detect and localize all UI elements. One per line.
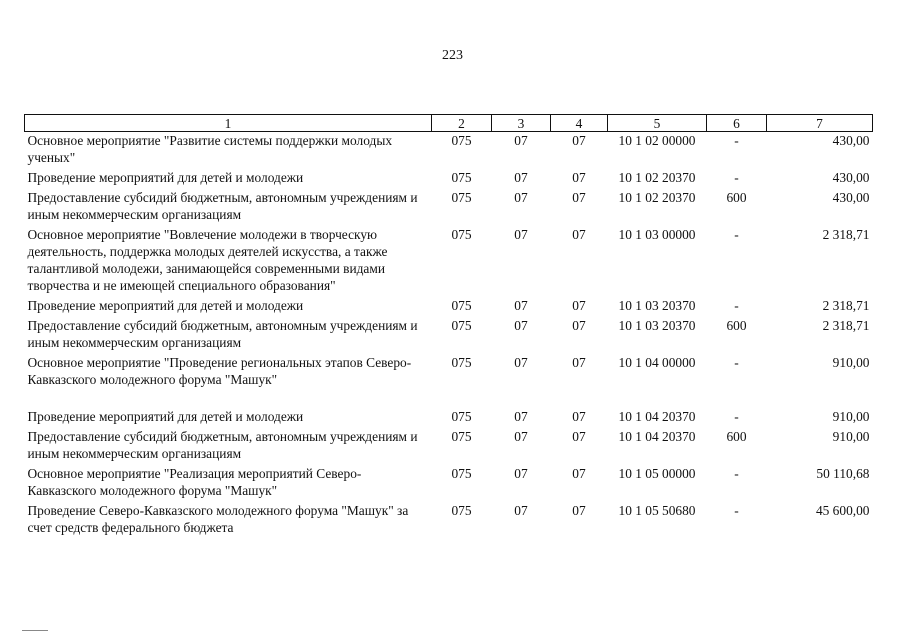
row-subsection: 07: [572, 355, 586, 370]
table-row: [25, 226, 873, 297]
row-name: Основное мероприятие "Реализация мероприятий Северо-Кавказского молодежного форума "Машук": [27, 466, 362, 498]
table-row: [25, 354, 873, 408]
row-subsection: 07: [572, 227, 586, 242]
row-name: Проведение мероприятий для детей и молодежи: [27, 298, 304, 313]
row-name: Основное мероприятие "Проведение региональных этапов Северо-Кавказского молодежного форума "Машук": [27, 355, 412, 387]
row-expense-type: -: [734, 298, 739, 313]
row-section: 07: [514, 298, 528, 313]
row-expense-type: 600: [726, 190, 747, 205]
row-name: Основное мероприятие "Вовлечение молодежи в творческую деятельность, поддержка молодых деятелей искусства, а также талантливой молодежи, занимающейся современными видами творчества и не имеющей специального образования": [27, 227, 388, 293]
row-code-admin: 075: [451, 227, 472, 242]
row-code-admin: 075: [451, 429, 472, 444]
row-section: 07: [514, 227, 528, 242]
row-expense-type: -: [734, 355, 739, 370]
row-amount: 910,00: [832, 355, 870, 370]
row-subsection: 07: [572, 318, 586, 333]
row-target-article: 10 1 03 20370: [618, 298, 696, 313]
row-name: Предоставление субсидий бюджетным, автономным учреждениям и иным некоммерческим организациям: [27, 190, 418, 222]
row-expense-type: -: [734, 227, 739, 242]
row-amount: 430,00: [832, 133, 870, 148]
row-code-admin: 075: [451, 190, 472, 205]
row-code-admin: 075: [451, 318, 472, 333]
row-subsection: 07: [572, 409, 586, 424]
table-row: [25, 132, 873, 170]
row-section: 07: [514, 318, 528, 333]
table-header: [25, 115, 873, 132]
table-row: [25, 428, 873, 465]
row-target-article: 10 1 02 20370: [618, 170, 696, 185]
row-section: 07: [514, 133, 528, 148]
row-expense-type: 600: [726, 429, 747, 444]
row-name: Предоставление субсидий бюджетным, автономным учреждениям и иным некоммерческим организациям: [27, 429, 418, 461]
row-target-article: 10 1 02 20370: [618, 190, 696, 205]
budget-table: [24, 114, 873, 539]
row-expense-type: -: [734, 503, 739, 518]
row-section: 07: [514, 429, 528, 444]
table-body: [25, 132, 873, 540]
row-section: 07: [514, 190, 528, 205]
row-name: Проведение мероприятий для детей и молодежи: [27, 170, 304, 185]
row-amount: 45 600,00: [815, 503, 870, 518]
table-row: [25, 408, 873, 428]
row-expense-type: -: [734, 466, 739, 481]
row-code-admin: 075: [451, 355, 472, 370]
row-subsection: 07: [572, 503, 586, 518]
header-col-2: 2: [432, 115, 492, 132]
row-amount: 2 318,71: [822, 227, 870, 242]
row-code-admin: 075: [451, 409, 472, 424]
row-target-article: 10 1 04 20370: [618, 429, 696, 444]
row-subsection: 07: [572, 466, 586, 481]
row-subsection: 07: [572, 298, 586, 313]
row-section: 07: [514, 409, 528, 424]
row-section: 07: [514, 466, 528, 481]
row-code-admin: 075: [451, 170, 472, 185]
row-amount: 910,00: [832, 409, 870, 424]
row-code-admin: 075: [451, 466, 472, 481]
row-amount: 2 318,71: [822, 318, 870, 333]
header-col-6: 6: [707, 115, 767, 132]
row-target-article: 10 1 03 00000: [618, 227, 696, 242]
row-expense-type: 600: [726, 318, 747, 333]
row-section: 07: [514, 170, 528, 185]
footer-rule: [22, 630, 48, 631]
row-expense-type: -: [734, 170, 739, 185]
row-amount: 910,00: [832, 429, 870, 444]
header-col-5: 5: [608, 115, 707, 132]
table-row: [25, 297, 873, 317]
row-name: Проведение мероприятий для детей и молодежи: [27, 409, 304, 424]
row-subsection: 07: [572, 170, 586, 185]
row-section: 07: [514, 503, 528, 518]
row-expense-type: -: [734, 409, 739, 424]
row-subsection: 07: [572, 133, 586, 148]
row-target-article: 10 1 03 20370: [618, 318, 696, 333]
row-code-admin: 075: [451, 133, 472, 148]
row-amount: 430,00: [832, 190, 870, 205]
row-target-article: 10 1 04 00000: [618, 355, 696, 370]
row-amount: 50 110,68: [816, 466, 870, 481]
header-col-4: 4: [551, 115, 608, 132]
row-subsection: 07: [572, 429, 586, 444]
table-row: [25, 317, 873, 354]
row-amount: 2 318,71: [822, 298, 870, 313]
row-target-article: 10 1 04 20370: [618, 409, 696, 424]
budget-table-container: [24, 114, 872, 539]
header-col-1: 1: [25, 115, 432, 132]
row-target-article: 10 1 05 00000: [618, 466, 696, 481]
header-row: [25, 115, 873, 132]
table-row: [25, 169, 873, 189]
row-expense-type: -: [734, 133, 739, 148]
header-col-3: 3: [492, 115, 551, 132]
row-name: Предоставление субсидий бюджетным, автономным учреждениям и иным некоммерческим организациям: [27, 318, 418, 350]
row-section: 07: [514, 355, 528, 370]
row-amount: 430,00: [832, 170, 870, 185]
row-code-admin: 075: [451, 298, 472, 313]
table-row: [25, 465, 873, 502]
table-row: [25, 189, 873, 226]
row-target-article: 10 1 02 00000: [618, 133, 696, 148]
table-row: [25, 502, 873, 539]
header-col-7: 7: [767, 115, 873, 132]
row-name: Основное мероприятие "Развитие системы поддержки молодых ученых": [27, 133, 393, 165]
row-name: Проведение Северо-Кавказского молодежного форума "Машук" за счет средств федерального бюджета: [27, 503, 409, 535]
row-subsection: 07: [572, 190, 586, 205]
row-target-article: 10 1 05 50680: [618, 503, 696, 518]
page-number: 223: [442, 48, 463, 63]
row-code-admin: 075: [451, 503, 472, 518]
